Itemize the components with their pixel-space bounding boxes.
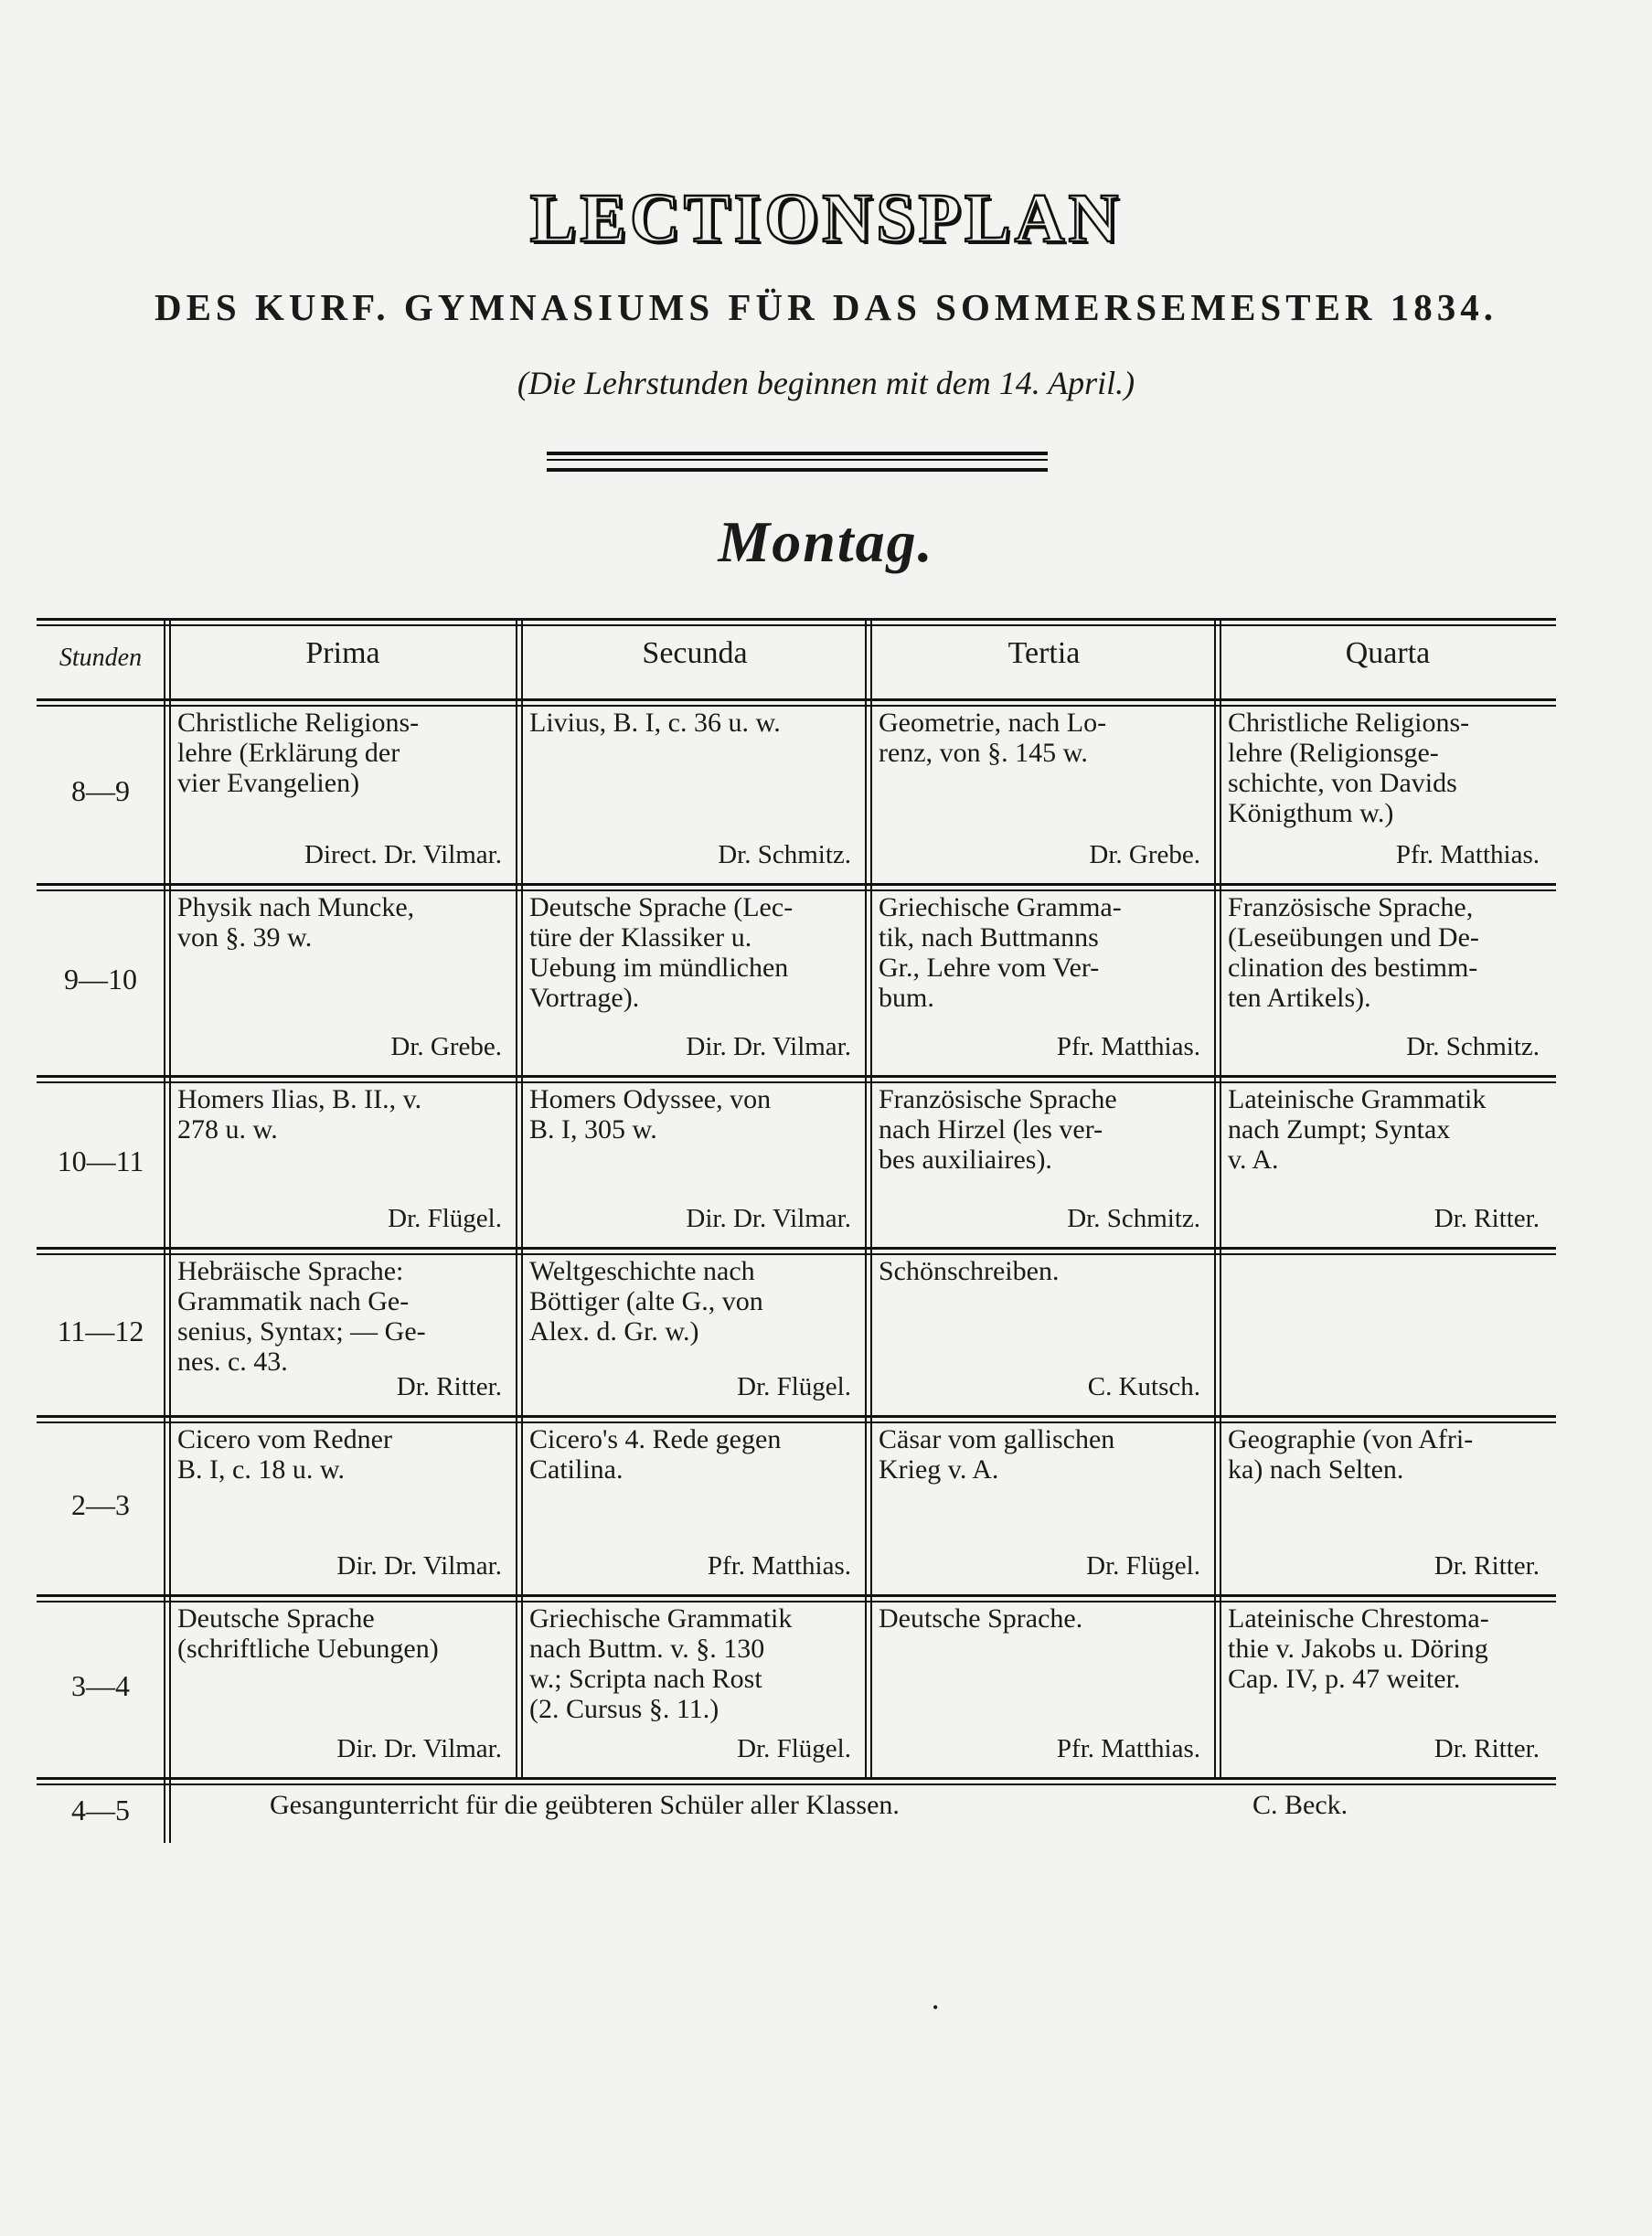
lesson-text: Homers Ilias, B. II., v. 278 u. w.: [177, 1084, 422, 1145]
lesson-text: Deutsche Sprache.: [879, 1603, 1083, 1634]
lesson-cell: [869, 889, 1213, 1071]
lesson-cell: [520, 1421, 864, 1591]
lesson-text: Geometrie, nach Lo- renz, von §. 145 w.: [879, 708, 1107, 768]
lesson-cell: [869, 1421, 1213, 1591]
lesson-cell: [1219, 1252, 1552, 1411]
teacher-name: Pfr. Matthias.: [1056, 1032, 1200, 1061]
teacher-name: Dr. Flügel.: [388, 1204, 502, 1233]
lesson-cell: [168, 1081, 515, 1243]
teacher-name: Dir. Dr. Vilmar.: [686, 1032, 851, 1061]
teacher-name: Dr. Flügel.: [1086, 1551, 1200, 1581]
lesson-cell: [168, 1252, 515, 1411]
hour-label: 4—5: [71, 1794, 130, 1826]
page-title: LECTIONSPLAN: [529, 180, 1123, 257]
lesson-text: Weltgeschichte nach Böttiger (alte G., von Alex. d. Gr. w.): [529, 1256, 763, 1347]
lesson-text: Schönschreiben.: [879, 1256, 1060, 1286]
hour-label: 10—11: [57, 1145, 144, 1177]
teacher-name: Dir. Dr. Vilmar.: [686, 1204, 851, 1233]
header-prima: Prima: [305, 636, 380, 670]
lesson-cell: [869, 704, 1213, 879]
lesson-text: Französische Sprache nach Hirzel (les ver- bes auxiliaires).: [879, 1084, 1117, 1175]
teacher-name: Dr. Ritter.: [1434, 1204, 1540, 1233]
lesson-text: Deutsche Sprache (schriftliche Uebungen): [177, 1603, 439, 1664]
singing-lesson-text: Gesangunterricht für die geübteren Schüler aller Klassen.: [270, 1790, 900, 1820]
teacher-name: Direct. Dr. Vilmar.: [304, 840, 502, 869]
teacher-name: C. Beck.: [1252, 1790, 1348, 1820]
teacher-name: Dr. Grebe.: [1089, 840, 1200, 869]
lesson-cell: [520, 1252, 864, 1411]
hour-label: 11—12: [57, 1315, 144, 1347]
lesson-text: Lateinische Chrestoma- thie v. Jakobs u. Döring Cap. IV, p. 47 weiter.: [1228, 1603, 1489, 1694]
row-rule: [37, 618, 1556, 626]
teacher-name: Pfr. Matthias.: [1056, 1734, 1200, 1763]
lesson-text: Livius, B. I, c. 36 u. w.: [529, 708, 781, 738]
page-mark: •: [933, 1998, 939, 2017]
teacher-name: Dr. Flügel.: [737, 1734, 851, 1763]
ornamental-rule: [547, 452, 1048, 472]
lesson-text: Geographie (von Afri- ka) nach Selten.: [1228, 1424, 1474, 1485]
hour-label: 3—4: [71, 1669, 130, 1702]
lesson-cell: [1219, 704, 1552, 879]
teacher-name: Pfr. Matthias.: [707, 1551, 851, 1581]
header-quarta: Quarta: [1345, 636, 1431, 670]
teacher-name: C. Kutsch.: [1087, 1372, 1200, 1401]
lesson-text: Cicero's 4. Rede gegen Catilina.: [529, 1424, 782, 1485]
lesson-cell: [869, 1600, 1213, 1773]
teacher-name: Dr. Ritter.: [1434, 1551, 1540, 1581]
teacher-name: Dr. Schmitz.: [718, 840, 851, 869]
lesson-text: Christliche Religions- lehre (Erklärung der vier Evangelien): [177, 708, 420, 798]
lesson-cell: [869, 1252, 1213, 1411]
lesson-cell: [520, 704, 864, 879]
lesson-cell: [168, 889, 515, 1071]
lesson-text: Cäsar vom gallischen Krieg v. A.: [879, 1424, 1115, 1485]
lesson-text: Physik nach Muncke, von §. 39 w.: [177, 892, 415, 953]
column-rule: [164, 1777, 171, 1843]
start-note: (Die Lehrstunden beginnen mit dem 14. April.): [517, 365, 1135, 401]
teacher-name: Dir. Dr. Vilmar.: [336, 1734, 502, 1763]
teacher-name: Dr. Schmitz.: [1406, 1032, 1540, 1061]
row-rule: [37, 1777, 1556, 1785]
day-heading: Montag.: [718, 509, 934, 574]
lesson-text: Französische Sprache, (Leseübungen und De- clination des bestimm- ten Artikels).: [1228, 892, 1479, 1013]
hour-label: 8—9: [71, 774, 130, 807]
lesson-cell: [520, 1081, 864, 1243]
lesson-cell: [869, 1081, 1213, 1243]
header-stunden: Stunden: [59, 644, 143, 672]
lesson-text: Griechische Gramma- tik, nach Buttmanns Gr., Lehre vom Ver- bum.: [879, 892, 1122, 1013]
lesson-cell: [520, 889, 864, 1071]
lesson-cell: [168, 1600, 515, 1773]
lesson-text: Griechische Grammatik nach Buttm. v. §. 130 w.; Scripta nach Rost (2. Cursus §. 11.): [529, 1603, 793, 1724]
header-secunda: Secunda: [642, 636, 748, 670]
lesson-text: Homers Odyssee, von B. I, 305 w.: [529, 1084, 772, 1145]
teacher-name: Dr. Schmitz.: [1067, 1204, 1200, 1233]
lesson-cell: [1219, 889, 1552, 1071]
teacher-name: Dr. Ritter.: [396, 1372, 502, 1401]
lesson-text: Deutsche Sprache (Lec- türe der Klassiker u. Uebung im mündlichen Vortrage).: [529, 892, 794, 1013]
lesson-text: Christliche Religions- lehre (Religionsge- schichte, von Davids Königthum w.): [1228, 708, 1470, 828]
lesson-text: Hebräische Sprache: Grammatik nach Ge- senius, Syntax; — Ge- nes. c. 43.: [177, 1256, 426, 1377]
hour-label: 9—10: [64, 963, 137, 996]
lesson-cell: [168, 1421, 515, 1591]
lesson-text: Lateinische Grammatik nach Zumpt; Syntax v. A.: [1228, 1084, 1487, 1175]
lesson-cell: [1219, 1600, 1552, 1773]
lesson-cell: [520, 1600, 864, 1773]
teacher-name: Dr. Grebe.: [390, 1032, 502, 1061]
lesson-cell: [1219, 1081, 1552, 1243]
lesson-cell: [1219, 1421, 1552, 1591]
page-subtitle: DES KURF. GYMNASIUMS FÜR DAS SOMMERSEMESTER 1834.: [154, 286, 1498, 328]
lesson-cell: [168, 704, 515, 879]
lesson-text: Cicero vom Redner B. I, c. 18 u. w.: [177, 1424, 392, 1485]
teacher-name: Dir. Dr. Vilmar.: [336, 1551, 502, 1581]
teacher-name: Pfr. Matthias.: [1395, 840, 1540, 869]
teacher-name: Dr. Flügel.: [737, 1372, 851, 1401]
teacher-name: Dr. Ritter.: [1434, 1734, 1540, 1763]
hour-label: 2—3: [71, 1488, 130, 1521]
header-tertia: Tertia: [1007, 636, 1081, 670]
